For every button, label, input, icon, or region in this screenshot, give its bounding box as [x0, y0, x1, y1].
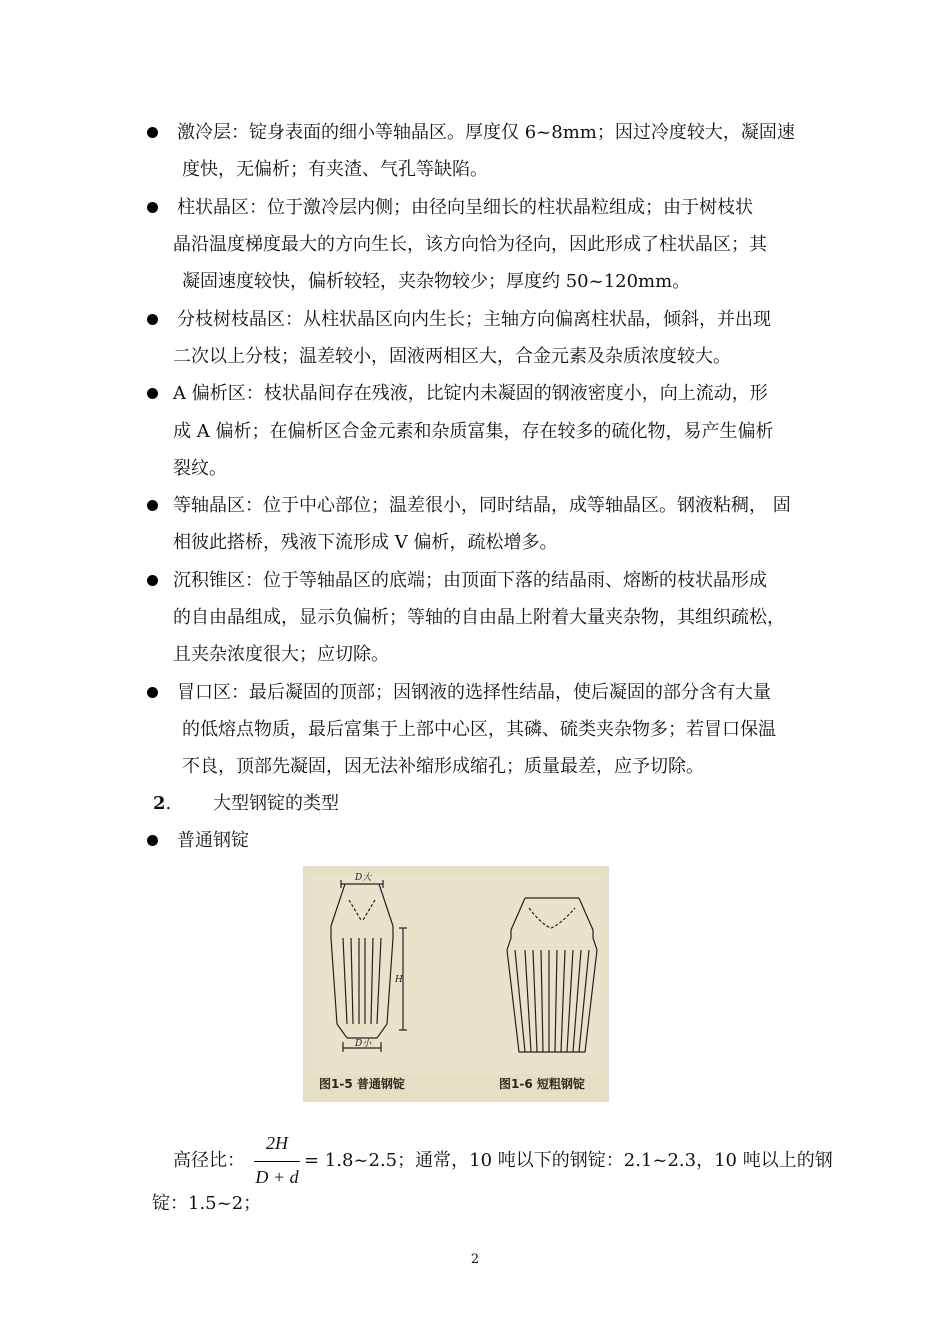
bullet-marker	[147, 835, 158, 846]
bullet-1-line-1: 激冷层：锭身表面的细小等轴晶区。厚度仅 6~8mm；因过冷度较大，凝固速	[177, 122, 795, 143]
bullet-marker	[147, 388, 158, 399]
formula-prefix: 高径比：	[173, 1150, 245, 1171]
bullet-3-line-2: 二次以上分枝；温差较小，固液两相区大，合金元素及杂质浓度较大。	[173, 346, 731, 367]
label-top-diameter: D大	[355, 873, 372, 883]
bullet-1-line-2: 度快，无偏析；有夹渣、气孔等缺陷。	[182, 159, 488, 180]
formula-continuation: 锭：1.5~2；	[152, 1193, 262, 1214]
section-number-digit: 2	[153, 793, 166, 814]
section-title: 大型钢锭的类型	[213, 793, 339, 814]
bullet-3-line-1: 分枝树枝晶区：从柱状晶区向内生长；主轴方向偏离柱状晶，倾斜，并出现	[177, 309, 771, 330]
bullet-7-line-3: 不良，顶部先凝固，因无法补缩形成缩孔；质量最差，应予切除。	[182, 756, 704, 777]
page-number: 2	[470, 1252, 480, 1267]
bullet-2-line-3: 凝固速度较快，偏析较轻，夹杂物较少；厚度约 50~120mm。	[182, 271, 691, 292]
ingot-diagram	[303, 866, 609, 1102]
bullet-marker	[147, 687, 158, 698]
fraction-bar	[254, 1161, 300, 1162]
label-height: H	[395, 975, 403, 985]
section-number-dot: .	[165, 793, 172, 814]
bullet-6-line-1: 沉积锥区：位于等轴晶区的底端；由顶面下落的结晶雨、熔断的枝状晶形成	[173, 570, 767, 591]
formula-denominator: D + d	[255, 1167, 299, 1187]
bullet-marker	[147, 500, 158, 511]
bullet-7-line-1: 冒口区：最后凝固的顶部；因钢液的选择性结晶，使后凝固的部分含有大量	[177, 682, 771, 703]
subbullet-label: 普通钢锭	[177, 830, 249, 851]
bullet-4-line-2: 成 A 偏析；在偏析区合金元素和杂质富集，存在较多的硫化物，易产生偏析	[173, 421, 774, 442]
bullet-5-line-2: 相彼此搭桥，残液下流形成 V 偏析，疏松增多。	[173, 532, 558, 553]
bullet-6-line-2: 的自由晶组成，显示负偏析；等轴的自由晶上附着大量夹杂物，其组织疏松，	[173, 607, 785, 628]
bullet-7-line-2: 的低熔点物质，最后富集于上部中心区，其磷、硫类夹杂物多；若冒口保温	[182, 719, 776, 740]
bullet-5-line-1: 等轴晶区：位于中心部位；温差很小，同时结晶，成等轴晶区。钢液粘稠， 固	[173, 495, 791, 516]
bullet-marker	[147, 575, 158, 586]
section-number	[153, 792, 171, 816]
bullet-2-line-1: 柱状晶区：位于激冷层内侧；由径向呈细长的柱状晶粒组成；由于树枝状	[177, 197, 753, 218]
bullet-marker	[147, 127, 158, 138]
formula-numerator: 2H	[266, 1133, 288, 1153]
label-bottom-diameter: D小	[355, 1039, 372, 1049]
bullet-6-line-3: 且夹杂浓度很大；应切除。	[173, 644, 389, 665]
ingot-figure	[303, 866, 609, 1102]
bullet-4-line-3: 裂纹。	[173, 458, 227, 479]
bullet-marker	[147, 314, 158, 325]
caption-figure-1-5: 图1-5 普通钢锭	[319, 1077, 405, 1091]
caption-figure-1-6: 图1-6 短粗钢锭	[499, 1077, 585, 1091]
formula-suffix: = 1.8~2.5；通常，10 吨以下的钢锭：2.1~2.3，10 吨以上的钢	[304, 1150, 833, 1171]
bullet-2-line-2: 晶沿温度梯度最大的方向生长，该方向恰为径向，因此形成了柱状晶区；其	[173, 234, 767, 255]
bullet-4-line-1: A 偏析区：枝状晶间存在残液，比锭内未凝固的钢液密度小，向上流动，形	[173, 383, 768, 404]
bullet-marker	[147, 202, 158, 213]
